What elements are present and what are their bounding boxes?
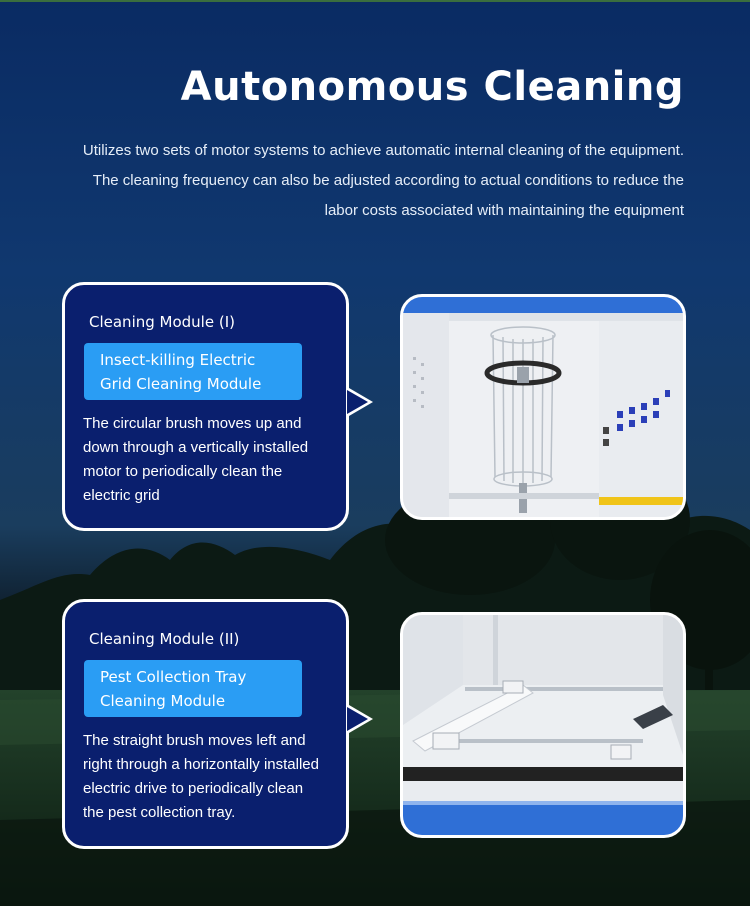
- page-title: Autonomous Cleaning: [180, 64, 684, 110]
- module-1-description: The circular brush moves up and down through a vertically installed motor to periodically clean the electric grid: [83, 415, 309, 504]
- electric-grid-module-photo: [400, 294, 686, 520]
- module-2-description: The straight brush moves left and right through a horizontally installed electric drive to periodically clean the pest collection tray.: [83, 732, 319, 821]
- module-1-tag: Insect-killing Electric Grid Cleaning Module: [84, 343, 302, 400]
- module-2-tag: Pest Collection Tray Cleaning Module: [84, 660, 302, 717]
- cleaning-module-1-card: [62, 282, 349, 531]
- cleaning-module-2-card: [62, 599, 349, 849]
- intro-description: Utilizes two sets of motor systems to achieve automatic internal cleaning of the equipment. The cleaning frequency can also be adjusted according to actual conditions to reduce the labor costs associated with maintaining the equipment: [82, 142, 684, 219]
- module-1-title: Cleaning Module (I): [89, 313, 235, 331]
- collection-tray-module-photo: [400, 612, 686, 838]
- module-2-title: Cleaning Module (II): [89, 630, 240, 648]
